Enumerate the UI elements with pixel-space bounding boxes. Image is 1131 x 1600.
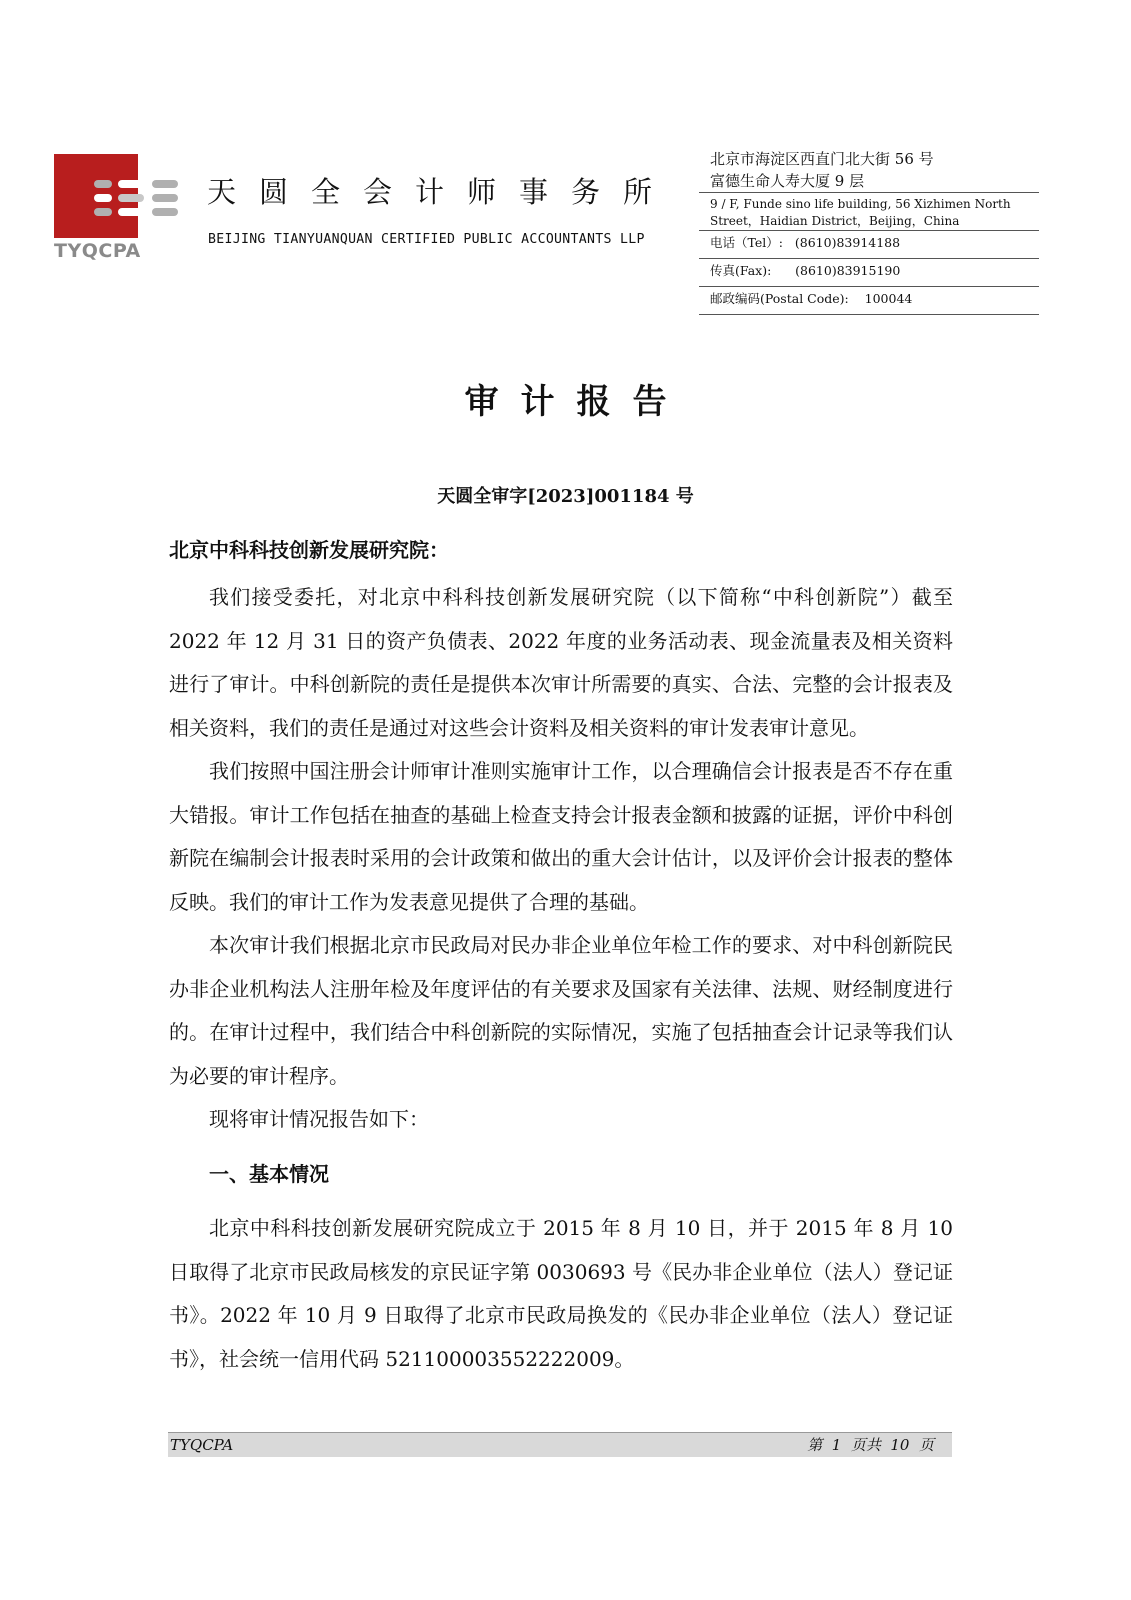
report-body xyxy=(169,576,953,1381)
fax-line: 传真(Fax): (8610)83915190 xyxy=(710,263,901,278)
address-en-line-1: 9 / F, Funde sino life building, 56 Xizhimen North xyxy=(710,197,1011,211)
page-number: 第 1 页共 10 页 xyxy=(807,1436,934,1454)
firm-name-en: BEIJING TIANYUANQUAN CERTIFIED PUBLIC ACCOUNTANTS LLP xyxy=(208,232,645,247)
paragraph-1: 我们接受委托，对北京中科科技创新发展研究院（以下简称“中科创新院”）截至 2022 年 12 月 31 日的资产负债表、2022 年度的业务活动表、现金流量表及相关资料进行了审计。中科创新院的责任是提供本次审计所需要的真实、合法、完整的会计报表及相关资料，我们的责任是通过对这些会计资料及相关资料的审计发表审计意见。 xyxy=(169,585,953,740)
address-en-line-2: Street，Haidian District，Beijing，China xyxy=(710,214,960,228)
tel-line: 电话（Tel）: (8610)83914188 xyxy=(710,235,901,250)
postal-line: 邮政编码(Postal Code): 100044 xyxy=(710,291,913,306)
addressee: 北京中科科技创新发展研究院： xyxy=(169,538,449,562)
address-cn-line-2: 富德生命人寿大厦 9 层 xyxy=(710,172,865,190)
paragraph-4: 现将审计情况报告如下： xyxy=(209,1107,429,1131)
document-number: 天圆全审字[2023]001184 号 xyxy=(437,486,694,507)
logo-text: TYQCPA xyxy=(54,240,141,262)
firm-name-cn: 天圆全会计师事务所 xyxy=(207,175,676,209)
report-title: 审计报告 xyxy=(464,382,689,422)
address-block xyxy=(699,148,1039,315)
section-heading-basic-info: 一、基本情况 xyxy=(209,1161,329,1186)
address-cn-line-1: 北京市海淀区西直门北大街 56 号 xyxy=(710,150,934,168)
page-footer xyxy=(168,1432,952,1457)
logo-dots-graphic xyxy=(94,180,184,230)
section-1-paragraph: 北京中科科技创新发展研究院成立于 2015 年 8 月 10 日，并于 2015 年 8 月 10 日取得了北京市民政局核发的京民证字第 0030693 号《民办非企业单位（法人）登记证书》。2022 年 10 月 9 日取得了北京市民政局换发的《民办非企业单位（法人）登记证书》，社会统一信用代码 521100003552222009。 xyxy=(169,1216,953,1371)
paragraph-2: 我们按照中国注册会计师审计准则实施审计工作，以合理确信会计报表是否不存在重大错报。审计工作包括在抽查的基础上检查支持会计报表金额和披露的证据，评价中科创新院在编制会计报表时采用的会计政策和做出的重大会计估计，以及评价会计报表的整体反映。我们的审计工作为发表意见提供了合理的基础。 xyxy=(169,759,953,914)
paragraph-3: 本次审计我们根据北京市民政局对民办非企业单位年检工作的要求、对中科创新院民办非企业机构法人注册年检及年度评估的有关要求及国家有关法律、法规、财经制度进行的。在审计过程中，我们结合中科创新院的实际情况，实施了包括抽查会计记录等我们认为必要的审计程序。 xyxy=(169,933,953,1088)
divider xyxy=(699,314,1039,315)
footer-firm-code: TYQCPA xyxy=(170,1436,234,1454)
